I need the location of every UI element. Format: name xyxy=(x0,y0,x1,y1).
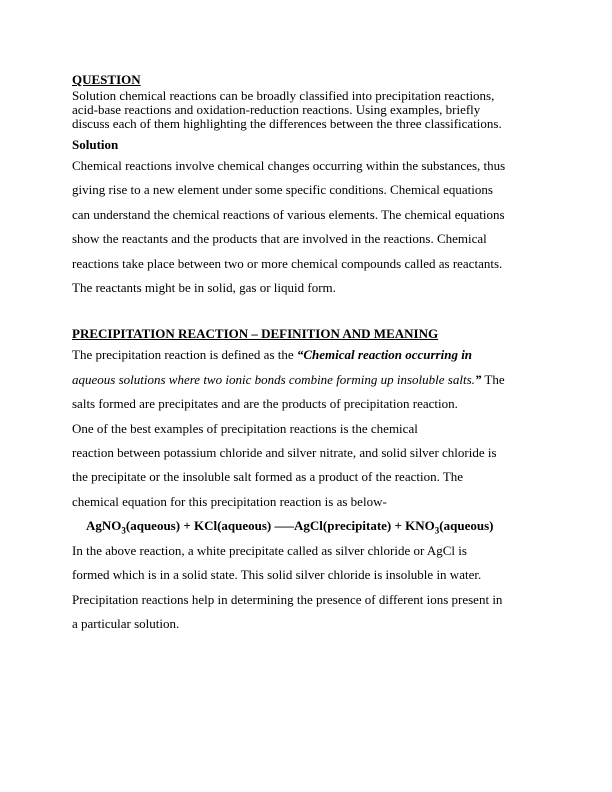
precipitation-line: salts formed are precipitates and are the products of precipitation reaction. xyxy=(72,396,458,412)
definition-intro: The precipitation reaction is defined as the xyxy=(72,347,297,363)
equation-subscript: 3 xyxy=(434,525,440,536)
precipitation-line: One of the best examples of precipitation reactions is the chemical xyxy=(72,420,418,436)
closing-line: formed which is in a solid state. This solid silver chloride is insoluble in water. xyxy=(72,567,482,583)
definition-quote: aqueous solutions where two ionic bonds combine forming up insoluble salts. xyxy=(72,371,475,387)
solution-line: giving rise to a new element under some specific conditions. Chemical equations xyxy=(72,182,493,198)
question-text xyxy=(72,89,542,131)
precipitation-paragraph xyxy=(72,343,542,514)
closing-paragraph xyxy=(72,539,542,637)
solution-line: reactions take place between two or more chemical compounds called as reactants. xyxy=(72,255,503,271)
definition-line xyxy=(72,368,542,392)
solution-line: The reactants might be in solid, gas or liquid form. xyxy=(72,280,336,296)
precipitation-line: the precipitate or the insoluble salt formed as a product of the reaction. The xyxy=(72,469,464,485)
chemical-equation xyxy=(72,514,542,538)
equation-part: (aqueous) xyxy=(439,518,494,534)
definition-tail: The xyxy=(481,371,505,387)
precipitation-line: reaction between potassium chloride and silver nitrate, and solid silver chloride is xyxy=(72,445,497,461)
definition-line xyxy=(72,343,542,367)
solution-line: can understand the chemical reactions of various elements. The chemical equations xyxy=(72,206,505,222)
equation-subscript: 3 xyxy=(121,525,126,536)
question-heading: QUESTION xyxy=(72,72,141,87)
question-line: acid-base reactions and oxidation-reduction reactions. Using examples, briefly xyxy=(72,102,481,117)
definition-quote-close: ” xyxy=(474,371,482,387)
closing-line: a particular solution. xyxy=(72,615,180,631)
equation-part: AgNO xyxy=(86,518,122,534)
document-page xyxy=(72,70,542,636)
equation-part: (aqueous) + KCl(aqueous) —–AgCl(precipitate) + KNO xyxy=(125,518,435,534)
solution-heading: Solution xyxy=(72,137,119,152)
precipitation-line: chemical equation for this precipitation reaction is as below- xyxy=(72,493,387,509)
closing-line: Precipitation reactions help in determining the presence of different ions present in xyxy=(72,591,503,607)
definition-quote-start: “Chemical reaction occurring in xyxy=(296,347,473,363)
solution-line: show the reactants and the products that are involved in the reactions. Chemical xyxy=(72,231,487,247)
question-line: Solution chemical reactions can be broadly classified into precipitation reactions, xyxy=(72,88,495,103)
question-line: discuss each of them highlighting the differences between the three classifications. xyxy=(72,116,502,131)
solution-paragraph xyxy=(72,154,542,300)
precipitation-heading: PRECIPITATION REACTION – DEFINITION AND MEANING xyxy=(72,326,439,342)
solution-line: Chemical reactions involve chemical changes occurring within the substances, thus xyxy=(72,158,506,173)
closing-line: In the above reaction, a white precipitate called as silver chloride or AgCl is xyxy=(72,542,467,558)
